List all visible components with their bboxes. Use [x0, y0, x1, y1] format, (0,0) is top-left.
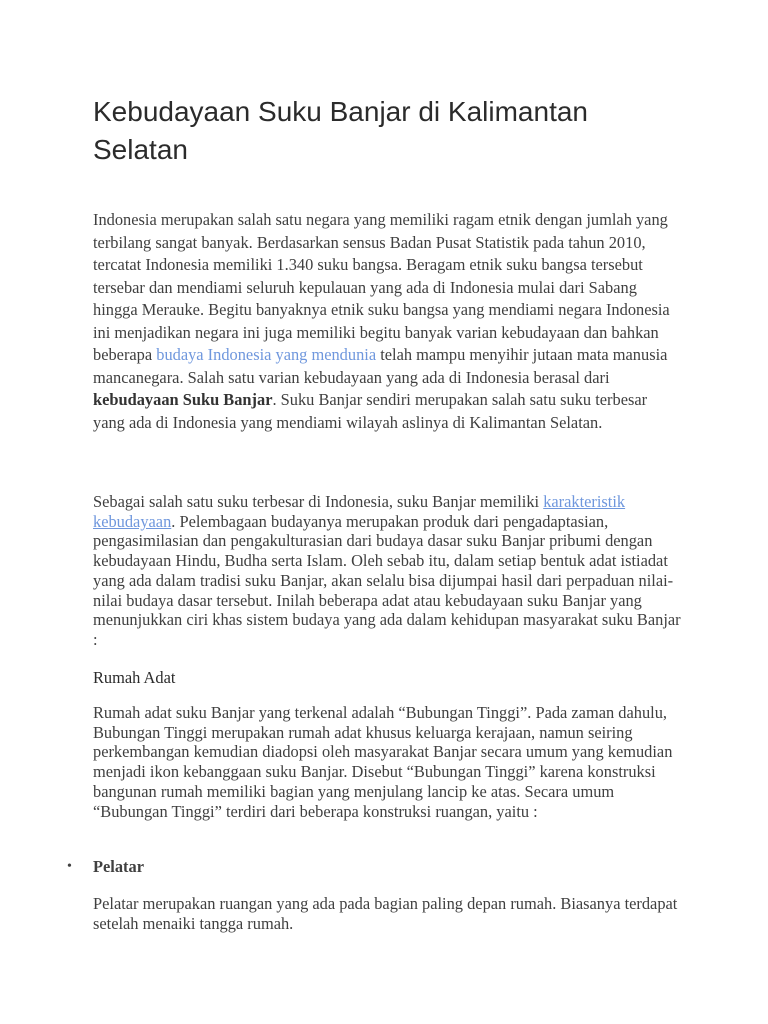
intro-paragraph: [93, 209, 683, 434]
section-heading-rumah-adat: Rumah Adat: [93, 668, 176, 687]
intro-bold-text: kebudayaan Suku Banjar: [93, 390, 273, 409]
intro-text-c: . Suku Banjar sendiri merupakan salah satu suku terbesar yang ada di Indonesia yang mendiami wilayah aslinya di Kalimantan Selatan.: [93, 390, 648, 432]
intro-text-a: Indonesia merupakan salah satu negara yang memiliki ragam etnik dengan jumlah yang terbilang sangat banyak. Berdasarkan sensus Badan Pusat Statistik pada tahun 2010, tercatat Indonesia memiliki 1.340 suku bangsa. Beragam etnik suku bangsa tersebut tersebar dan mendiami seluruh kepulauan yang ada di Indonesia mulai dari Sabang hingga Merauke. Begitu banyaknya etnik suku bangsa yang mendiami negara Indonesia ini menjadikan negara ini juga memiliki begitu banyak varian kebudayaan dan bahkan beberapa: [93, 210, 670, 364]
karakteristik-text-a: Sebagai salah satu suku terbesar di Indonesia, suku Banjar memiliki: [93, 492, 544, 511]
list-item-pelatar: [67, 857, 144, 877]
bullet-icon: •: [67, 859, 72, 874]
page-title: Kebudayaan Suku Banjar di Kalimantan Selatan: [93, 96, 589, 165]
rumah-adat-paragraph: Rumah adat suku Banjar yang terkenal adalah “Bubungan Tinggi”. Pada zaman dahulu, Bubungan Tinggi merupakan rumah adat khusus keluarga kerajaan, namun seiring perkembangan kemudian diadopsi oleh masyarakat Banjar secara umum yang kemudian menjadi ikon kebanggaan suku Banjar. Disebut “Bubungan Tinggi” karena konstruksi bangunan rumah memiliki bagian yang menjulang lancip ke atas. Secara umum “Bubungan Tinggi” terdiri dari beberapa konstruksi ruangan, yaitu :: [93, 703, 673, 821]
karakteristik-text-b: . Pelembagaan budayanya merupakan produk dari pengadaptasian, pengasimilasian dan pengakulturasian dari budaya dasar suku Banjar pribumi dengan kebudayaan Hindu, Budha serta Islam. Oleh sebab itu, dalam setiap bentuk adat istiadat yang ada dalam tradisi suku Banjar, akan selalu bisa dijumpai hasil dari perpaduan nilai-nilai budaya dasar tersebut. Inilah beberapa adat atau kebudayaan suku Banjar yang menunjukkan ciri khas sistem budaya yang ada dalam kehidupan masyarakat suku Banjar :: [93, 511, 681, 649]
list-item-label: Pelatar: [93, 857, 144, 876]
karakteristik-paragraph: [93, 492, 683, 650]
intro-text-b: telah mampu menyihir jutaan mata manusia mancanegara. Salah satu varian kebudayaan yang ada di Indonesia berasal dari: [93, 345, 668, 387]
karakteristik-kebudayaan-link[interactable]: karakteristik kebudayaan: [93, 492, 626, 531]
budaya-mendunia-link[interactable]: budaya Indonesia yang mendunia: [156, 345, 377, 364]
pelatar-paragraph: Pelatar merupakan ruangan yang ada pada bagian paling depan rumah. Biasanya terdapat setelah menaiki tangga rumah.: [93, 894, 678, 933]
